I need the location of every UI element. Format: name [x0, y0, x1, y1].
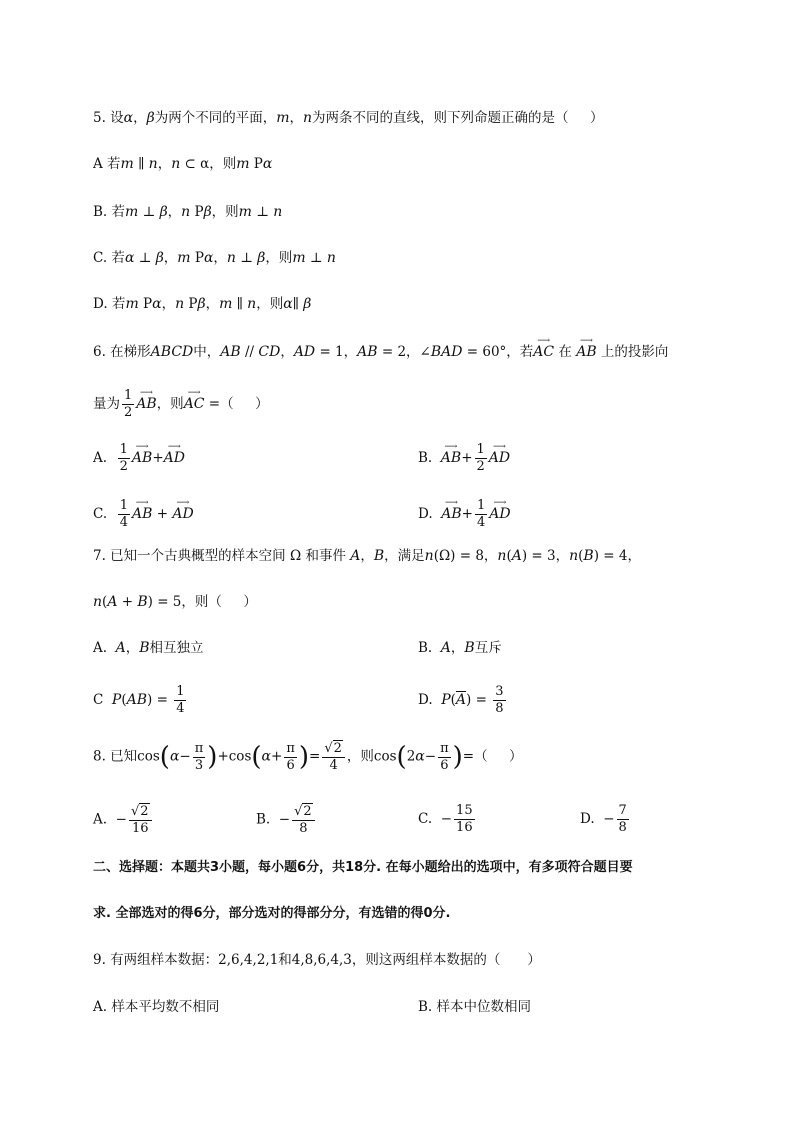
q6-stem-line1: 6. 在梯形ABCD中，AB // CD，AD = 1，AB = 2，∠BAD = 60°，若⟶ AC 在 ⟶ AB 上的投影向 — [93, 342, 668, 362]
q9-option-a: A. 样本平均数不相同 — [93, 999, 220, 1015]
q6-option-b: B. ⟶ AB+ $\frac{1}{2}$ ⟶ AD — [418, 442, 510, 475]
q6-stem-line2: 量为 $\frac{1}{2}$ ⟶ AB，则⟶ AC =（ ） — [93, 388, 269, 421]
q7-option-c: C P(AB) = $\frac{1}{4}$ — [93, 684, 185, 716]
q7-option-d: D. $P(\overline{A})$ = $\frac{3}{8}$ — [418, 684, 504, 716]
q9-stem: 9. 有两组样本数据：2,6,4,2,1和4,8,6,4,3，则这两组样本数据的（ ） — [93, 952, 541, 968]
q8-stem: 8. 已知cos(α− $\frac{\pi}{3}$ )+cos(α+ $\frac{\pi}{6}$ )= $\frac{√2}{4}$ ，则cos(2α− $\frac{\pi}{6}$ )=（ ） — [93, 740, 523, 773]
q5-option-b: B. 若m ⊥ β，n Pβ，则m ⊥ n — [93, 204, 283, 220]
q5-option-a: A 若m ∥ n，n ⊂ α，则m Pα — [93, 156, 273, 172]
section2-line2: 求. 全部选对的得6分，部分选对的得部分分，有选错的得0分. — [93, 906, 451, 921]
q6-option-c: C. $\frac{1}{4}$ ⟶ AB + ⟶ AD — [93, 498, 194, 531]
q8-option-a: A. − $\frac{√2}{16}$ — [93, 803, 154, 837]
q7-option-b: B. A，B互斥 — [418, 640, 502, 656]
q8-option-b: B. − $\frac{√2}{8}$ — [256, 803, 317, 837]
q7-option-a: A. A，B相互独立 — [93, 640, 204, 656]
q5-option-c: C. 若α ⊥ β，m Pα，n ⊥ β，则m ⊥ n — [93, 250, 336, 266]
q5-option-d: D. 若m Pα，n Pβ，m ∥ n，则α∥ β — [93, 296, 312, 312]
q7-stem-line2: n(A + B) = 5，则（ ） — [93, 594, 257, 610]
q6-option-d: D. ⟶ AB+ $\frac{1}{4}$ ⟶ AD — [418, 498, 511, 531]
q9-option-b: B. 样本中位数相同 — [418, 999, 532, 1015]
q8-option-c: C. − $\frac{15}{16}$ — [418, 803, 473, 835]
q5-stem: 5. 设α，β为两个不同的平面，m，n为两条不同的直线，则下列命题正确的是（ ） — [93, 110, 604, 126]
q8-option-d: D. − $\frac{7}{8}$ — [580, 803, 627, 835]
q7-stem-line1: 7. 已知一个古典概型的样本空间 Ω 和事件 A，B，满足n(Ω) = 8，n(A) = 3，n(B) = 4， — [93, 548, 641, 564]
section2-line1: 二、选择题：本题共3小题，每小题6分，共18分. 在每小题给出的选项中，有多项符合题目要 — [93, 860, 633, 875]
q6-option-a: A. $\frac{1}{2}$ ⟶ AB+⟶ AD — [93, 442, 185, 475]
